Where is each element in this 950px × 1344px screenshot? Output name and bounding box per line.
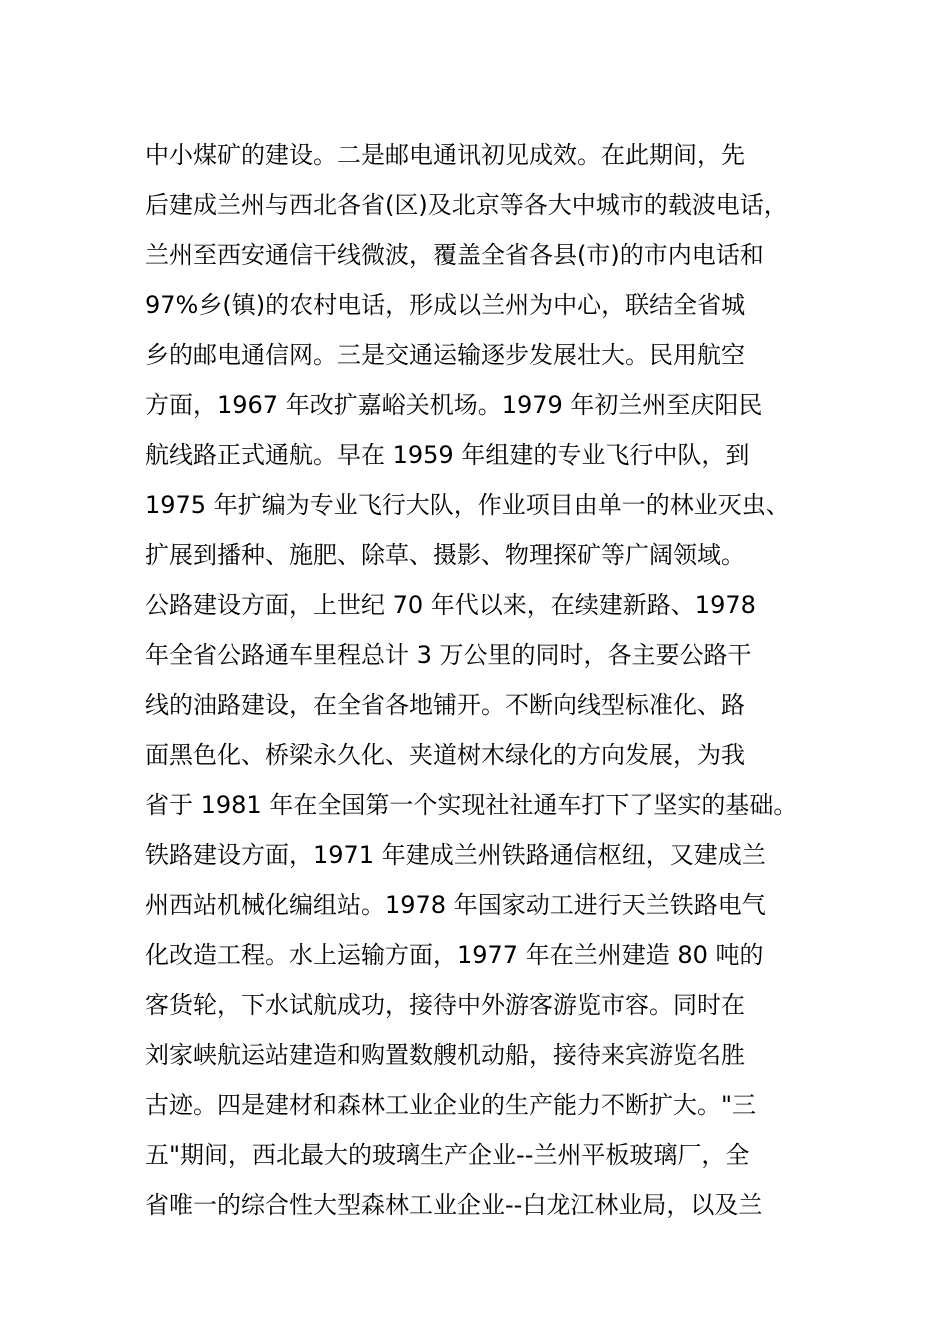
text-line: 后建成兰州与西北各省(区)及北京等各大中城市的载波电话， [145,191,788,219]
text-line: 年全省公路通车里程总计 3 万公里的同时，各主要公路干 [145,641,752,669]
text-line: 客货轮，下水试航成功，接待中外游客游览市容。同时在 [145,991,745,1019]
text-line: 刘家峡航运站建造和购置数艘机动船，接待来宾游览名胜 [145,1041,745,1069]
text-line: 五"期间，西北最大的玻璃生产企业--兰州平板玻璃厂，全 [145,1141,750,1169]
text-line: 公路建设方面，上世纪 70 年代以来，在续建新路、1978 [145,591,756,619]
text-line: 乡的邮电通信网。三是交通运输逐步发展壮大。民用航空 [145,341,745,369]
text-line: 兰州至西安通信干线微波，覆盖全省各县(市)的市内电话和 [145,241,764,269]
text-line: 化改造工程。水上运输方面，1977 年在兰州建造 80 吨的 [145,941,764,969]
text-line: 古迹。四是建材和森林工业企业的生产能力不断扩大。"三 [145,1091,757,1119]
text-line: 省于 1981 年在全国第一个实现社社通车打下了坚实的基础。 [145,791,798,819]
text-line: 中小煤矿的建设。二是邮电通讯初见成效。在此期间，先 [145,141,745,169]
text-line: 面黑色化、桥梁永久化、夹道树木绿化的方向发展，为我 [145,741,745,769]
text-line: 1975 年扩编为专业飞行大队，作业项目由单一的林业灭虫、 [145,491,790,519]
text-line: 方面，1967 年改扩嘉峪关机场。1979 年初兰州至庆阳民 [145,391,763,419]
text-line: 铁路建设方面，1971 年建成兰州铁路通信枢纽，又建成兰 [145,841,766,869]
body-text [145,130,835,1230]
text-line: 97%乡(镇)的农村电话，形成以兰州为中心，联结全省城 [145,291,746,319]
text-line: 扩展到播种、施肥、除草、摄影、物理探矿等广阔领域。 [145,541,745,569]
text-line: 线的油路建设，在全省各地铺开。不断向线型标准化、路 [145,691,745,719]
text-line: 省唯一的综合性大型森林工业企业--白龙江林业局，以及兰 [145,1191,763,1219]
text-line: 航线路正式通航。早在 1959 年组建的专业飞行中队，到 [145,441,750,469]
text-line: 州西站机械化编组站。1978 年国家动工进行天兰铁路电气 [145,891,766,919]
